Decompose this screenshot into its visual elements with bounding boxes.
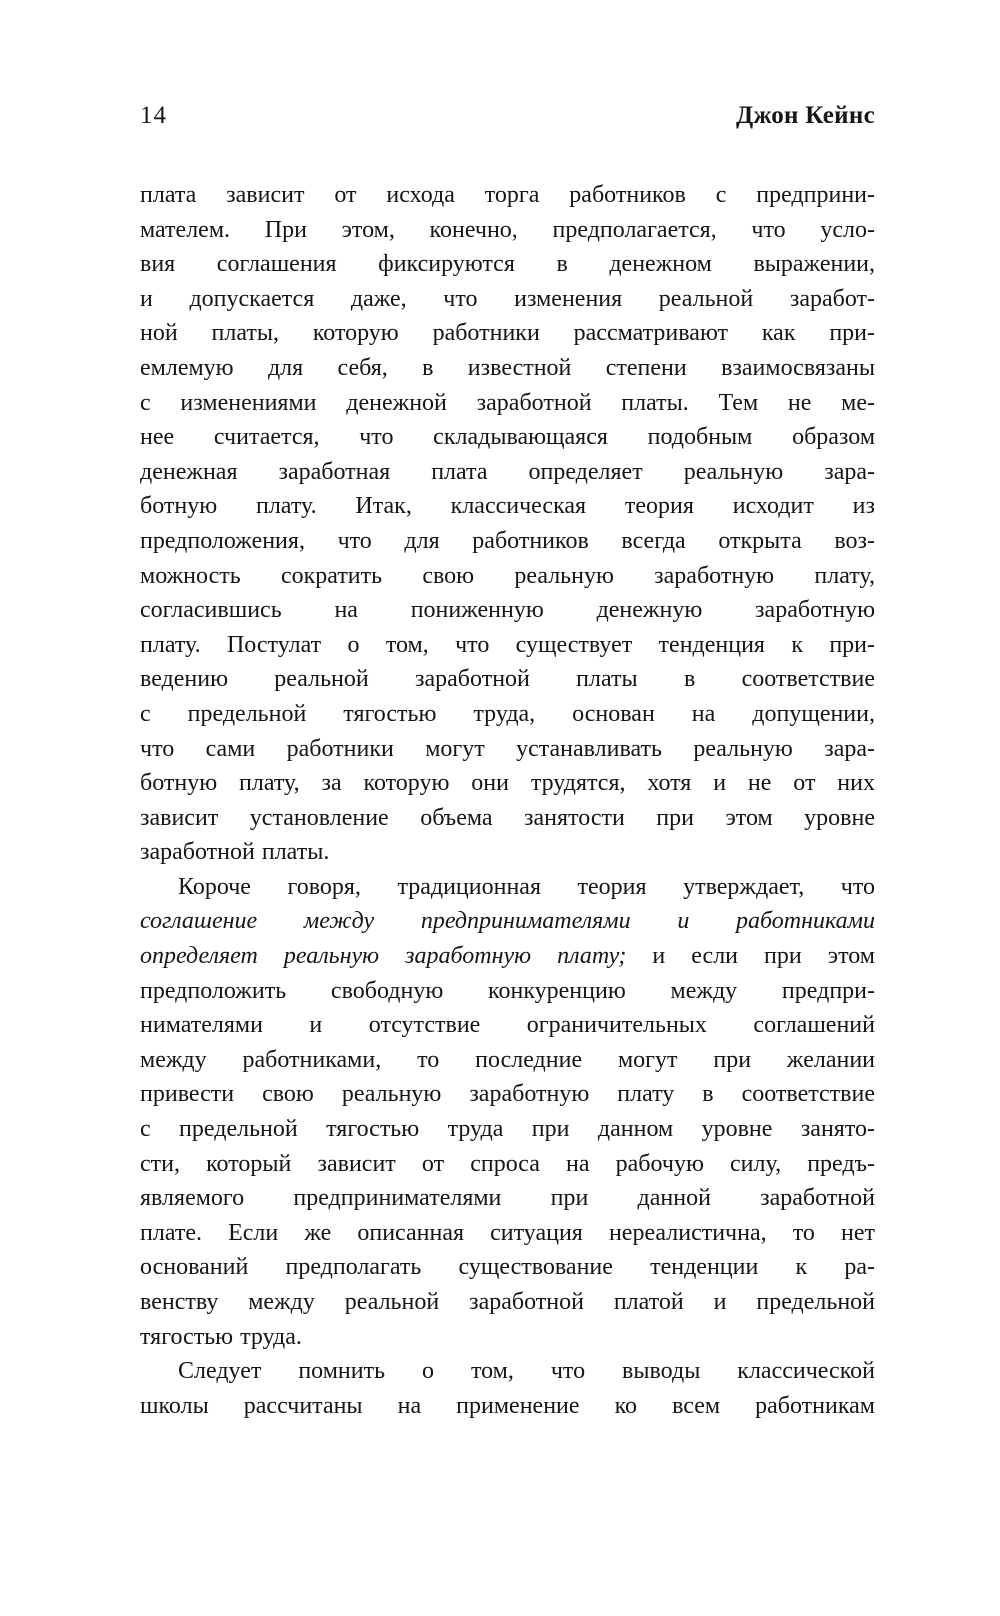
text-line (140, 420, 875, 455)
text-line (140, 559, 875, 594)
text-line (140, 455, 875, 490)
text-segment: ботную плату. Итак, классическая теория исходит из (140, 493, 875, 520)
text-segment: предположения, что для работников всегда открыта воз- (140, 527, 875, 554)
text-segment: предположить свободную конкуренцию между предпри- (140, 977, 875, 1004)
text-line (140, 1250, 875, 1285)
text-line (140, 801, 875, 836)
text-segment: между работниками, то последние могут при желании (140, 1046, 875, 1073)
text-segment: плата зависит от исхода торга работников с предприни- (140, 182, 875, 208)
text-segment: вия соглашения фиксируются в денежном выражении, (140, 251, 875, 278)
text-segment: с предельной тягостью труда, основан на допущении, (140, 700, 875, 727)
text-line (140, 178, 875, 213)
text-line (140, 1008, 875, 1043)
text-segment: сти, который зависит от спроса на рабочую силу, предъ- (140, 1150, 875, 1177)
text-line (140, 628, 875, 663)
text-segment: зависит установление объема занятости при этом уровне (140, 804, 875, 831)
text-segment: емлемую для себя, в известной степени взаимосвязаны (140, 354, 875, 381)
text-segment: с предельной тягостью труда при данном уровне занято- (140, 1116, 875, 1143)
text-line (140, 835, 875, 870)
text-line (140, 524, 875, 559)
text-line (140, 697, 875, 732)
text-line (140, 386, 875, 421)
text-segment: плате. Если же описанная ситуация нереалистична, то нет (140, 1219, 875, 1246)
text-segment: нимателями и отсутствие ограничительных соглашений (140, 1012, 875, 1039)
text-line (140, 489, 875, 524)
text-segment: ботную плату, за которую они трудятся, хотя и не от них (140, 770, 875, 797)
text-segment: Короче говоря, традиционная теория утверждает, что (178, 873, 875, 900)
text-segment: школы рассчитаны на применение ко всем работникам (140, 1392, 875, 1419)
text-line (140, 1077, 875, 1112)
text-line (140, 282, 875, 317)
text-line (140, 1320, 875, 1355)
text-line (140, 766, 875, 801)
text-line (140, 1216, 875, 1251)
text-segment: согласившись на пониженную денежную заработную (140, 597, 875, 624)
text-segment: оснований предполагать существование тенденции к ра- (140, 1254, 875, 1281)
text-segment: с изменениями денежной заработной платы. Тем не ме- (140, 389, 875, 416)
text-segment: заработной платы. (140, 839, 330, 866)
text-segment: ведению реальной заработной платы в соответствие (140, 666, 875, 693)
text-segment: венству между реальной заработной платой и предельной (140, 1289, 875, 1315)
body-text (140, 178, 875, 1423)
page-number: 14 (140, 102, 167, 129)
text-line (140, 732, 875, 767)
text-segment: мателем. При этом, конечно, предполагается, что усло- (140, 216, 875, 243)
text-segment: тягостью труда. (140, 1323, 302, 1350)
text-line (140, 662, 875, 697)
text-segment-italic: соглашение между предпринимателями и работниками (140, 908, 875, 935)
text-segment: привести свою реальную заработную плату в соответствие (140, 1081, 875, 1108)
text-line (140, 1147, 875, 1182)
text-segment: ной платы, которую работники рассматривают как при- (140, 320, 875, 347)
text-segment: нее считается, что складывающаяся подобным образом (140, 424, 875, 451)
text-segment: и допускается даже, что изменения реальной заработ- (140, 285, 875, 312)
text-line (140, 1043, 875, 1078)
text-line (140, 247, 875, 282)
text-line (140, 904, 875, 939)
text-line (140, 1389, 875, 1424)
text-segment-italic: определяет реальную заработную плату; (140, 943, 627, 970)
text-line (140, 593, 875, 628)
text-segment: можность сократить свою реальную заработную плату, (140, 562, 875, 589)
text-segment: являемого предпринимателями при данной заработной (140, 1185, 875, 1212)
text-line (140, 316, 875, 351)
text-line (140, 1112, 875, 1147)
running-header (140, 102, 875, 134)
running-head-author: Джон Кейнс (735, 102, 875, 129)
text-segment: плату. Постулат о том, что существует тенденция к при- (140, 631, 875, 658)
text-line (140, 1181, 875, 1216)
text-line (140, 213, 875, 248)
text-segment: денежная заработная плата определяет реальную зара- (140, 458, 875, 485)
text-line (140, 870, 875, 905)
text-segment: и если при этом (626, 943, 875, 970)
text-line (140, 939, 875, 974)
text-segment: Следует помнить о том, что выводы классической (178, 1358, 875, 1385)
text-segment: что сами работники могут устанавливать реальную зара- (140, 735, 875, 762)
text-line (140, 974, 875, 1009)
text-line (140, 1285, 875, 1320)
text-line (140, 1354, 875, 1389)
text-line (140, 351, 875, 386)
